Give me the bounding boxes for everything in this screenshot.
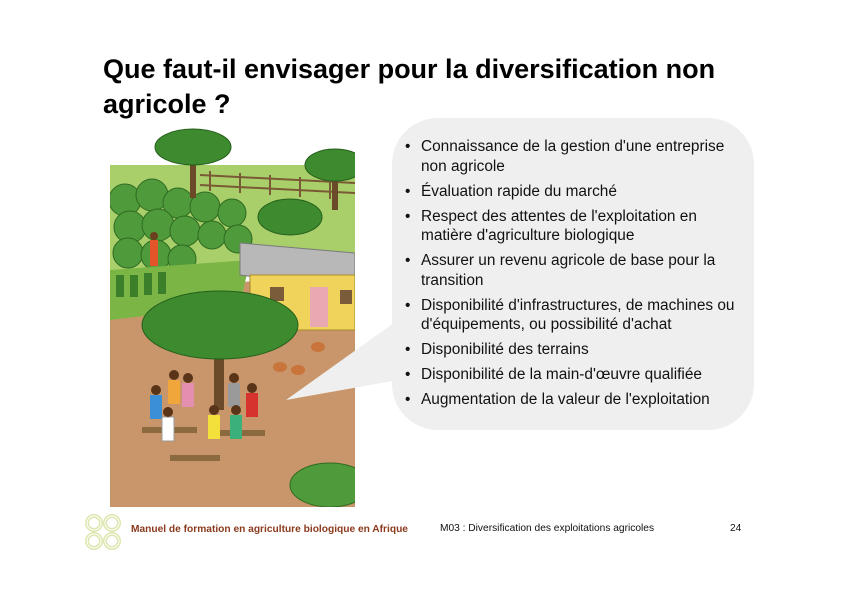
- list-item: [405, 251, 745, 290]
- bullet-icon: •: [405, 296, 411, 314]
- considerations-list: [405, 137, 745, 415]
- footer-manual-title: Manuel de formation en agriculture biologique en Afrique: [131, 524, 408, 535]
- bullet-icon: •: [405, 391, 411, 408]
- bullet-icon: •: [405, 138, 411, 155]
- list-item-text: Disponibilité d'infrastructures, de machines ou d'équipements, ou possibilité d'achat: [421, 296, 735, 333]
- list-item: [405, 365, 745, 385]
- list-item: [405, 207, 745, 246]
- list-item-text: Augmentation de la valeur de l'exploitation: [421, 391, 710, 408]
- bullet-icon: •: [405, 366, 411, 383]
- list-item: [405, 390, 745, 410]
- list-item-text: Connaissance de la gestion d'une entreprise non agricole: [421, 138, 725, 175]
- bullet-icon: •: [405, 341, 411, 358]
- list-item: [405, 182, 745, 202]
- bullet-icon: •: [405, 207, 411, 225]
- bullet-icon: •: [405, 252, 411, 269]
- list-item: [405, 340, 745, 360]
- list-item-text: Disponibilité de la main-d'œuvre qualifiée: [421, 366, 702, 383]
- bullet-icon: •: [405, 182, 411, 200]
- page-number: 24: [730, 523, 742, 534]
- list-item-text: Assurer un revenu agricole de base pour la transition: [421, 252, 716, 289]
- knot-logo-icon: [84, 513, 122, 551]
- footer-module-name: M03 : Diversification des exploitations agricoles: [440, 523, 655, 534]
- list-item-text: Disponibilité des terrains: [421, 341, 589, 358]
- list-item: [405, 137, 745, 176]
- list-item-text: Évaluation rapide du marché: [421, 182, 617, 200]
- list-item-text: Respect des attentes de l'exploitation en matière d'agriculture biologique: [421, 207, 697, 244]
- list-item: [405, 296, 745, 335]
- page-title: Que faut-il envisager pour la diversification non agricole ?: [103, 54, 716, 119]
